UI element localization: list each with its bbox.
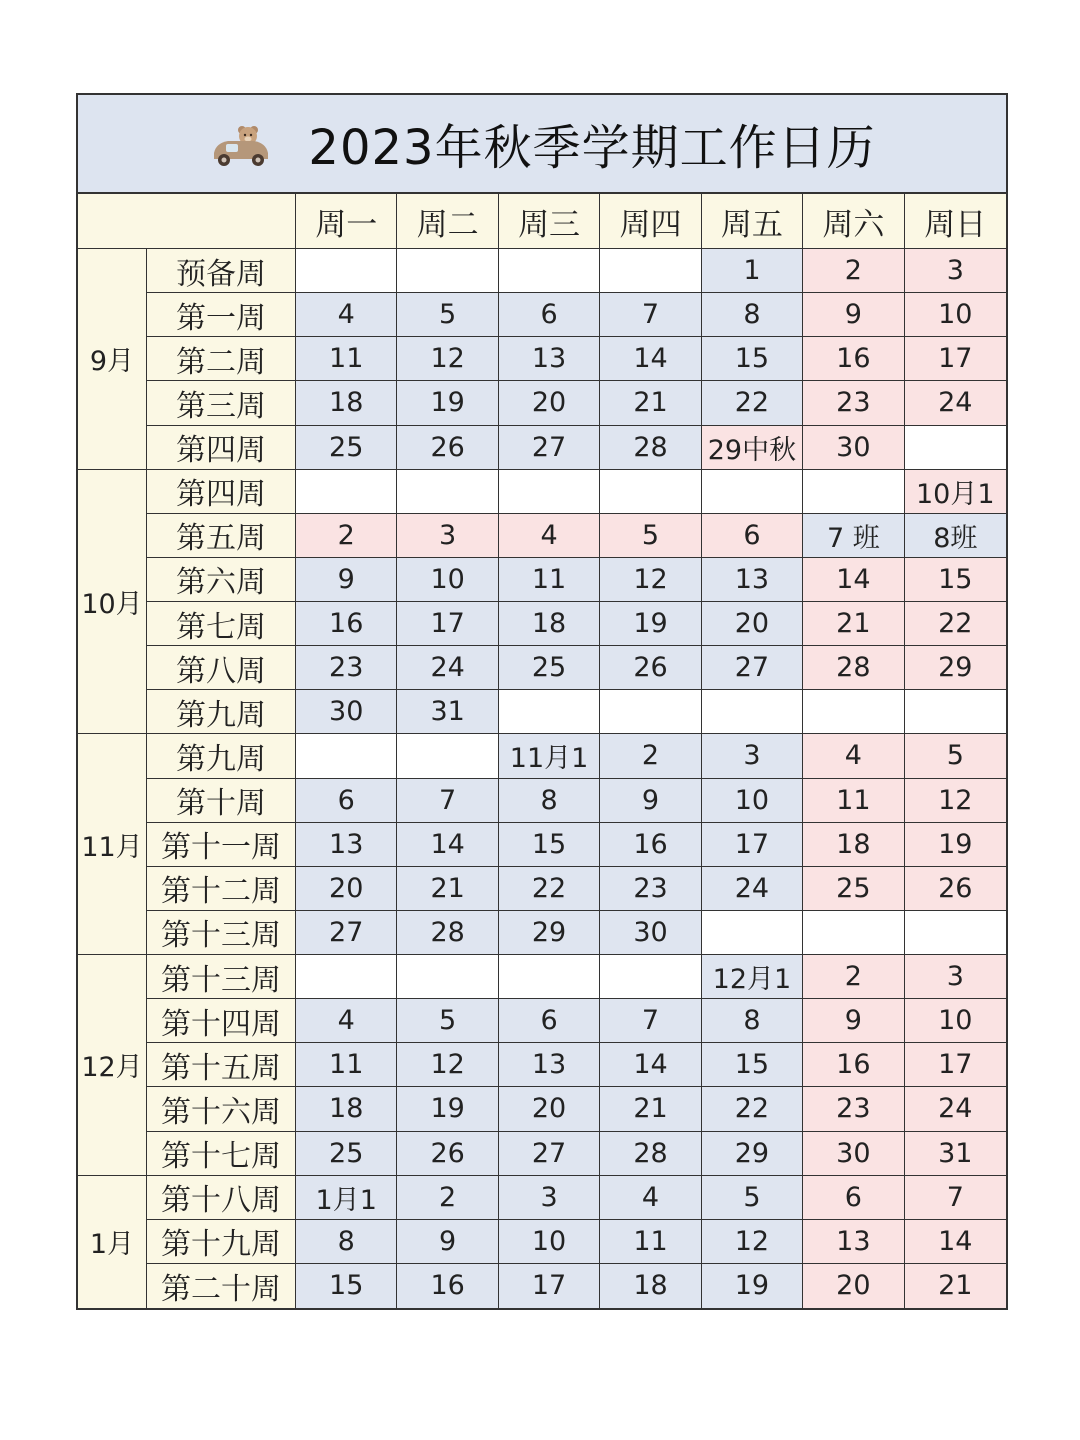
day-cell: 13 bbox=[499, 337, 600, 381]
day-cell: 14 bbox=[397, 823, 498, 867]
day-cell: 17 bbox=[702, 823, 803, 867]
week-label: 第七周 bbox=[147, 602, 296, 646]
day-cell: 1 bbox=[702, 249, 803, 293]
day-cell: 20 bbox=[702, 602, 803, 646]
week-label: 第十八周 bbox=[147, 1176, 296, 1220]
day-cell: 29中秋 bbox=[702, 426, 803, 470]
day-cell: 10 bbox=[397, 558, 498, 602]
day-cell: 31 bbox=[397, 690, 498, 734]
weekday-header: 周四 bbox=[600, 194, 701, 249]
week-label: 第三周 bbox=[147, 381, 296, 425]
day-cell bbox=[905, 426, 1006, 470]
day-cell: 2 bbox=[296, 514, 397, 558]
month-label: 9月 bbox=[78, 249, 147, 470]
day-cell: 25 bbox=[803, 867, 904, 911]
day-cell: 28 bbox=[600, 1132, 701, 1176]
day-cell: 24 bbox=[905, 381, 1006, 425]
day-cell: 5 bbox=[397, 293, 498, 337]
day-cell: 12 bbox=[905, 779, 1006, 823]
page-title: 2023年秋季学期工作日历 bbox=[308, 120, 876, 176]
day-cell: 3 bbox=[905, 955, 1006, 999]
day-cell: 3 bbox=[499, 1176, 600, 1220]
day-cell bbox=[600, 249, 701, 293]
month-label: 11月 bbox=[78, 734, 147, 955]
day-cell bbox=[499, 470, 600, 514]
day-cell: 23 bbox=[803, 381, 904, 425]
week-label: 第十九周 bbox=[147, 1220, 296, 1264]
week-label: 第十七周 bbox=[147, 1132, 296, 1176]
day-cell: 8 bbox=[499, 779, 600, 823]
day-cell: 6 bbox=[702, 514, 803, 558]
day-cell: 29 bbox=[905, 646, 1006, 690]
day-cell: 31 bbox=[905, 1132, 1006, 1176]
day-cell: 16 bbox=[803, 1043, 904, 1087]
day-cell bbox=[803, 690, 904, 734]
day-cell bbox=[296, 249, 397, 293]
day-cell: 24 bbox=[397, 646, 498, 690]
day-cell bbox=[600, 690, 701, 734]
day-cell: 16 bbox=[600, 823, 701, 867]
day-cell: 4 bbox=[803, 734, 904, 778]
day-cell: 13 bbox=[296, 823, 397, 867]
title-bar bbox=[78, 95, 1006, 194]
day-cell: 9 bbox=[600, 779, 701, 823]
week-label: 第九周 bbox=[147, 690, 296, 734]
week-label: 第十四周 bbox=[147, 999, 296, 1043]
day-cell: 19 bbox=[600, 602, 701, 646]
day-cell: 18 bbox=[296, 1087, 397, 1131]
day-cell: 23 bbox=[600, 867, 701, 911]
header-corner bbox=[78, 194, 296, 249]
week-label: 第十三周 bbox=[147, 955, 296, 999]
day-cell: 27 bbox=[499, 1132, 600, 1176]
day-cell: 11月1 bbox=[499, 734, 600, 778]
day-cell: 8 bbox=[702, 293, 803, 337]
day-cell: 7 bbox=[905, 1176, 1006, 1220]
day-cell bbox=[600, 955, 701, 999]
day-cell bbox=[905, 690, 1006, 734]
day-cell: 7 班 bbox=[803, 514, 904, 558]
day-cell: 5 bbox=[600, 514, 701, 558]
day-cell: 9 bbox=[397, 1220, 498, 1264]
day-cell: 17 bbox=[397, 602, 498, 646]
week-label: 第十周 bbox=[147, 779, 296, 823]
day-cell: 20 bbox=[499, 381, 600, 425]
day-cell: 7 bbox=[600, 999, 701, 1043]
day-cell: 16 bbox=[397, 1264, 498, 1308]
day-cell bbox=[397, 249, 498, 293]
day-cell bbox=[296, 470, 397, 514]
day-cell: 30 bbox=[600, 911, 701, 955]
week-label: 第二十周 bbox=[147, 1264, 296, 1308]
day-cell: 23 bbox=[296, 646, 397, 690]
day-cell: 2 bbox=[803, 955, 904, 999]
day-cell: 10 bbox=[499, 1220, 600, 1264]
day-cell: 16 bbox=[296, 602, 397, 646]
day-cell bbox=[397, 470, 498, 514]
day-cell: 13 bbox=[702, 558, 803, 602]
day-cell: 5 bbox=[702, 1176, 803, 1220]
day-cell: 8班 bbox=[905, 514, 1006, 558]
day-cell: 20 bbox=[803, 1264, 904, 1308]
day-cell: 11 bbox=[296, 337, 397, 381]
day-cell: 30 bbox=[803, 426, 904, 470]
week-label: 第十二周 bbox=[147, 867, 296, 911]
day-cell: 7 bbox=[397, 779, 498, 823]
day-cell: 12 bbox=[397, 1043, 498, 1087]
day-cell: 6 bbox=[499, 999, 600, 1043]
day-cell: 4 bbox=[600, 1176, 701, 1220]
week-label: 第四周 bbox=[147, 426, 296, 470]
day-cell: 29 bbox=[702, 1132, 803, 1176]
day-cell bbox=[702, 911, 803, 955]
day-cell: 3 bbox=[702, 734, 803, 778]
day-cell: 19 bbox=[397, 1087, 498, 1131]
day-cell: 22 bbox=[702, 381, 803, 425]
week-label: 第六周 bbox=[147, 558, 296, 602]
day-cell: 21 bbox=[905, 1264, 1006, 1308]
day-cell bbox=[702, 690, 803, 734]
day-cell: 28 bbox=[397, 911, 498, 955]
day-cell: 28 bbox=[803, 646, 904, 690]
day-cell: 21 bbox=[600, 1087, 701, 1131]
day-cell: 29 bbox=[499, 911, 600, 955]
day-cell: 11 bbox=[600, 1220, 701, 1264]
day-cell: 12 bbox=[702, 1220, 803, 1264]
day-cell: 15 bbox=[296, 1264, 397, 1308]
week-label: 第十五周 bbox=[147, 1043, 296, 1087]
day-cell: 8 bbox=[296, 1220, 397, 1264]
week-label: 第十一周 bbox=[147, 823, 296, 867]
day-cell: 14 bbox=[905, 1220, 1006, 1264]
weekday-header: 周五 bbox=[702, 194, 803, 249]
day-cell: 11 bbox=[803, 779, 904, 823]
day-cell: 5 bbox=[905, 734, 1006, 778]
day-cell: 16 bbox=[803, 337, 904, 381]
week-label: 第五周 bbox=[147, 514, 296, 558]
day-cell: 8 bbox=[702, 999, 803, 1043]
day-cell: 20 bbox=[296, 867, 397, 911]
month-label: 12月 bbox=[78, 955, 147, 1176]
day-cell: 17 bbox=[905, 1043, 1006, 1087]
day-cell: 6 bbox=[296, 779, 397, 823]
day-cell: 13 bbox=[803, 1220, 904, 1264]
week-label: 第十六周 bbox=[147, 1087, 296, 1131]
day-cell bbox=[499, 955, 600, 999]
day-cell: 26 bbox=[397, 1132, 498, 1176]
day-cell: 22 bbox=[499, 867, 600, 911]
day-cell: 17 bbox=[499, 1264, 600, 1308]
day-cell: 21 bbox=[397, 867, 498, 911]
day-cell: 24 bbox=[905, 1087, 1006, 1131]
day-cell: 25 bbox=[296, 426, 397, 470]
day-cell: 10月1 bbox=[905, 470, 1006, 514]
day-cell: 25 bbox=[499, 646, 600, 690]
day-cell: 13 bbox=[499, 1043, 600, 1087]
day-cell: 7 bbox=[600, 293, 701, 337]
day-cell: 21 bbox=[600, 381, 701, 425]
day-cell: 26 bbox=[905, 867, 1006, 911]
day-cell: 4 bbox=[296, 999, 397, 1043]
day-cell: 17 bbox=[905, 337, 1006, 381]
day-cell: 27 bbox=[702, 646, 803, 690]
day-cell: 28 bbox=[600, 426, 701, 470]
day-cell bbox=[397, 734, 498, 778]
day-cell: 18 bbox=[600, 1264, 701, 1308]
teddy-bear-car-icon bbox=[208, 119, 272, 169]
day-cell: 5 bbox=[397, 999, 498, 1043]
day-cell bbox=[600, 470, 701, 514]
day-cell: 19 bbox=[905, 823, 1006, 867]
day-cell: 19 bbox=[397, 381, 498, 425]
day-cell: 11 bbox=[499, 558, 600, 602]
day-cell: 12月1 bbox=[702, 955, 803, 999]
day-cell: 15 bbox=[702, 337, 803, 381]
day-cell: 15 bbox=[702, 1043, 803, 1087]
day-cell: 4 bbox=[296, 293, 397, 337]
day-cell: 12 bbox=[600, 558, 701, 602]
day-cell: 27 bbox=[499, 426, 600, 470]
week-label: 第十三周 bbox=[147, 911, 296, 955]
week-label: 第一周 bbox=[147, 293, 296, 337]
day-cell: 30 bbox=[803, 1132, 904, 1176]
day-cell: 19 bbox=[702, 1264, 803, 1308]
day-cell: 25 bbox=[296, 1132, 397, 1176]
day-cell bbox=[803, 470, 904, 514]
day-cell: 21 bbox=[803, 602, 904, 646]
day-cell: 11 bbox=[296, 1043, 397, 1087]
week-label: 第八周 bbox=[147, 646, 296, 690]
day-cell: 18 bbox=[803, 823, 904, 867]
weekday-header: 周二 bbox=[397, 194, 498, 249]
day-cell bbox=[296, 734, 397, 778]
day-cell: 2 bbox=[803, 249, 904, 293]
week-label: 预备周 bbox=[147, 249, 296, 293]
day-cell: 30 bbox=[296, 690, 397, 734]
day-cell: 3 bbox=[397, 514, 498, 558]
day-cell: 26 bbox=[397, 426, 498, 470]
day-cell: 10 bbox=[702, 779, 803, 823]
day-cell: 27 bbox=[296, 911, 397, 955]
day-cell: 26 bbox=[600, 646, 701, 690]
day-cell bbox=[296, 955, 397, 999]
week-label: 第二周 bbox=[147, 337, 296, 381]
day-cell: 9 bbox=[803, 293, 904, 337]
day-cell: 4 bbox=[499, 514, 600, 558]
day-cell: 23 bbox=[803, 1087, 904, 1131]
day-cell bbox=[905, 911, 1006, 955]
day-cell: 22 bbox=[905, 602, 1006, 646]
day-cell bbox=[499, 249, 600, 293]
day-cell: 6 bbox=[499, 293, 600, 337]
weekday-header: 周一 bbox=[296, 194, 397, 249]
day-cell: 3 bbox=[905, 249, 1006, 293]
day-cell: 14 bbox=[803, 558, 904, 602]
day-cell: 9 bbox=[296, 558, 397, 602]
day-cell bbox=[499, 690, 600, 734]
day-cell bbox=[702, 470, 803, 514]
day-cell: 18 bbox=[499, 602, 600, 646]
day-cell: 20 bbox=[499, 1087, 600, 1131]
day-cell: 22 bbox=[702, 1087, 803, 1131]
weekday-header: 周六 bbox=[803, 194, 904, 249]
day-cell: 15 bbox=[905, 558, 1006, 602]
day-cell: 14 bbox=[600, 337, 701, 381]
day-cell: 15 bbox=[499, 823, 600, 867]
day-cell: 2 bbox=[397, 1176, 498, 1220]
month-label: 1月 bbox=[78, 1176, 147, 1308]
day-cell: 10 bbox=[905, 999, 1006, 1043]
day-cell: 6 bbox=[803, 1176, 904, 1220]
week-label: 第九周 bbox=[147, 734, 296, 778]
month-label: 10月 bbox=[78, 470, 147, 735]
weekday-header: 周三 bbox=[499, 194, 600, 249]
day-cell bbox=[397, 955, 498, 999]
day-cell: 1月1 bbox=[296, 1176, 397, 1220]
day-cell: 12 bbox=[397, 337, 498, 381]
day-cell bbox=[803, 911, 904, 955]
day-cell: 24 bbox=[702, 867, 803, 911]
day-cell: 18 bbox=[296, 381, 397, 425]
day-cell: 9 bbox=[803, 999, 904, 1043]
weekday-header: 周日 bbox=[905, 194, 1006, 249]
calendar-table bbox=[76, 93, 1008, 1310]
day-cell: 10 bbox=[905, 293, 1006, 337]
week-label: 第四周 bbox=[147, 470, 296, 514]
day-cell: 14 bbox=[600, 1043, 701, 1087]
day-cell: 2 bbox=[600, 734, 701, 778]
